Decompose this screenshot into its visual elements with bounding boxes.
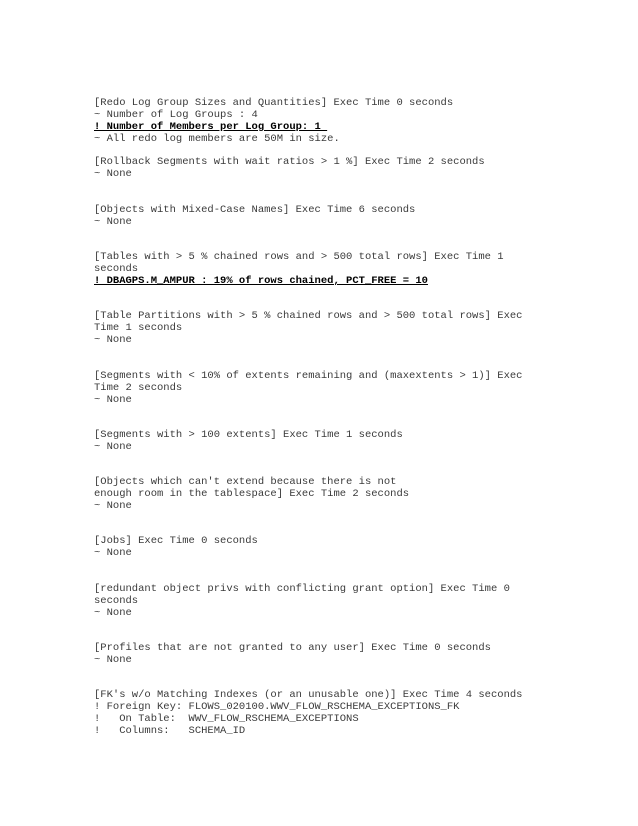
detail-line: ~ None <box>94 394 132 406</box>
section-header-continued: seconds <box>94 263 139 275</box>
section-header: [Segments with < 10% of extents remaining and (maxextents > 1)] Exec <box>94 370 523 382</box>
section-header: [Jobs] Exec Time 0 seconds <box>94 535 258 547</box>
detail-line: ! On Table: WWV_FLOW_RSCHEMA_EXCEPTIONS <box>94 713 359 725</box>
detail-line: ~ All redo log members are 50M in size. <box>94 133 340 145</box>
section-header-continued: Time 2 seconds <box>94 382 183 394</box>
section-header-continued: enough room in the tablespace] Exec Time 2 seconds <box>94 488 410 500</box>
alert-line: ! DBAGPS.M_AMPUR : 19% of rows chained, PCT_FREE = 10 <box>94 275 428 287</box>
detail-line: ! Columns: SCHEMA_ID <box>94 725 246 737</box>
section-header: [Segments with > 100 extents] Exec Time 1 seconds <box>94 429 403 441</box>
section-header: [Rollback Segments with wait ratios > 1 %] Exec Time 2 seconds <box>94 156 485 168</box>
section-header-continued: Time 1 seconds <box>94 322 183 334</box>
detail-line: ~ Number of Log Groups : 4 <box>94 109 258 121</box>
detail-line: ~ None <box>94 654 132 666</box>
section-header: [FK's w/o Matching Indexes (or an unusable one)] Exec Time 4 seconds <box>94 689 523 701</box>
section-header: [Table Partitions with > 5 % chained rows and > 500 total rows] Exec <box>94 310 523 322</box>
detail-line: ~ None <box>94 547 132 559</box>
section-header: [Objects which can't extend because there is not <box>94 476 397 488</box>
alert-line: ! Number of Members per Log Group: 1 <box>94 121 328 133</box>
section-header-continued: seconds <box>94 595 139 607</box>
detail-line: ~ None <box>94 216 132 228</box>
section-header: [Redo Log Group Sizes and Quantities] Exec Time 0 seconds <box>94 97 454 109</box>
detail-line: ~ None <box>94 334 132 346</box>
section-header: [redundant object privs with conflicting grant option] Exec Time 0 <box>94 583 510 595</box>
detail-line: ~ None <box>94 168 132 180</box>
detail-line: ! Foreign Key: FLOWS_020100.WWV_FLOW_RSCHEMA_EXCEPTIONS_FK <box>94 701 460 713</box>
detail-line: ~ None <box>94 607 132 619</box>
section-header: [Objects with Mixed-Case Names] Exec Time 6 seconds <box>94 204 416 216</box>
section-header: [Tables with > 5 % chained rows and > 500 total rows] Exec Time 1 <box>94 251 504 263</box>
section-header: [Profiles that are not granted to any user] Exec Time 0 seconds <box>94 642 491 654</box>
detail-line: ~ None <box>94 441 132 453</box>
detail-line: ~ None <box>94 500 132 512</box>
